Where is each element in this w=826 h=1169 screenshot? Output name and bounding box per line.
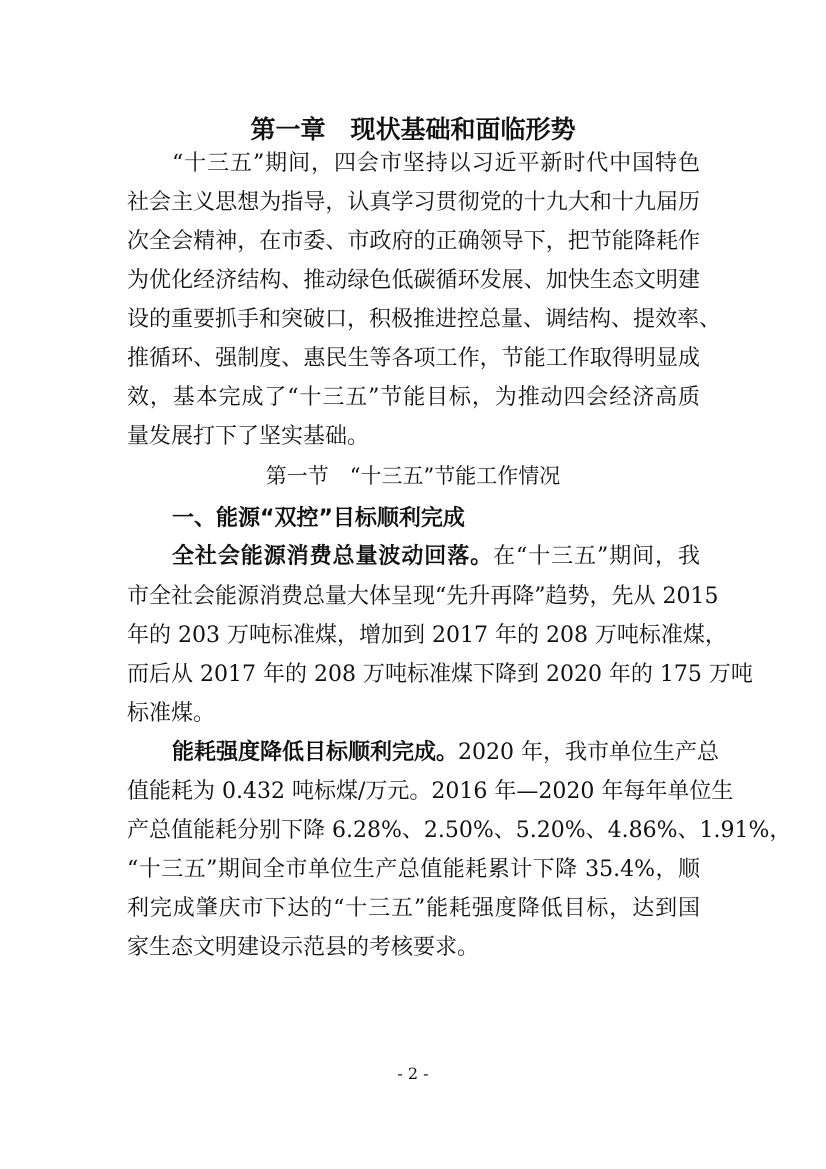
para-1-line: 而后从 2017 年的 208 万吨标准煤下降到 2020 年的 175 万吨: [127, 662, 753, 687]
intro-line: 推循环、强制度、惠民生等各项工作，节能工作取得明显成: [127, 346, 700, 371]
para-1-text: 在“十三五”期间，我: [493, 544, 700, 569]
intro-line: 为优化经济结构、推动绿色低碳循环发展、加快生态文明建: [127, 268, 700, 293]
para-1-lead: 全社会能源消费总量波动回落。: [172, 544, 494, 569]
heading-1: 一、能源“双控”目标顺利完成: [172, 506, 465, 531]
para-2-line: 值能耗为 0.432 吨标煤/万元。2016 年—2020 年每年单位生: [127, 779, 734, 804]
section-title: 第一节 “十三五”节能工作情况: [265, 464, 561, 488]
para-2-line-1: [172, 738, 719, 768]
para-1-line: 标准煤。: [127, 701, 216, 726]
para-1-line: 市全社会能源消费总量大体呈现“先升再降”趋势，先从 2015: [127, 584, 719, 609]
para-2-text: 2020 年，我市单位生产总: [458, 740, 719, 765]
para-2-line: 产总值能耗分别下降 6.28%、2.50%、5.20%、4.86%、1.91%，: [127, 818, 792, 843]
intro-line: 社会主义思想为指导，认真学习贯彻党的十九大和十九届历: [127, 190, 700, 215]
para-2-lead: 能耗强度降低目标顺利完成。: [172, 740, 459, 765]
para-2-line: “十三五”期间全市单位生产总值能耗累计下降 35.4%，顺: [127, 857, 700, 882]
para-1-line-1: [172, 542, 700, 572]
para-2-line: 家生态文明建设示范县的考核要求。: [127, 935, 480, 960]
intro-line: 效，基本完成了“十三五”节能目标，为推动四会经济高质: [127, 385, 700, 410]
page-number: - 2 -: [397, 1064, 429, 1083]
intro-line: 量发展打下了坚实基础。: [127, 424, 370, 449]
intro-line: 次全会精神，在市委、市政府的正确领导下，把节能降耗作: [127, 229, 700, 254]
para-2-line: 利完成肇庆市下达的“十三五”能耗强度降低目标，达到国: [127, 896, 700, 921]
intro-line: 设的重要抓手和突破口，积极推进控总量、调结构、提效率、: [127, 307, 722, 332]
intro-line: “十三五”期间，四会市坚持以习近平新时代中国特色: [172, 151, 700, 176]
para-1-line: 年的 203 万吨标准煤，增加到 2017 年的 208 万吨标准煤，: [127, 623, 727, 648]
chapter-title: 第一章 现状基础和面临形势: [250, 115, 576, 144]
